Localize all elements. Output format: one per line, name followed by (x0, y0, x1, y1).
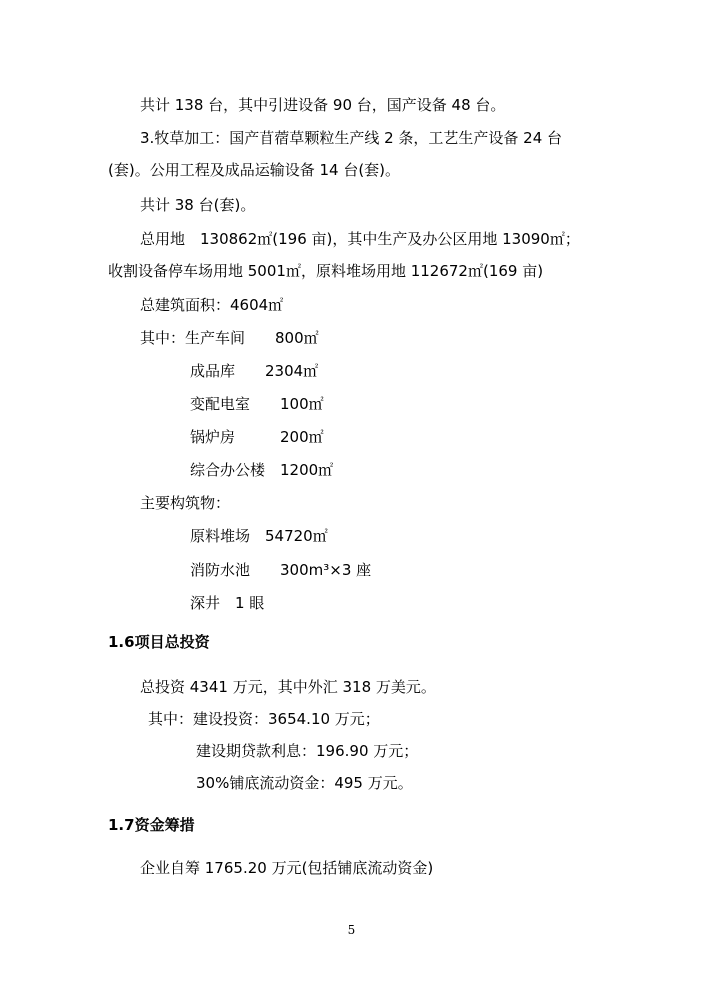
page-number: 5 (347, 923, 356, 937)
text-line: 收割设备停车场用地 5001㎡，原料堆场用地 112672㎡(169 亩) (108, 262, 544, 280)
text-line: 消防水池 300m³×3 座 (190, 561, 372, 579)
text-line: 共计 38 台(套)。 (140, 196, 256, 214)
text-line: 总投资 4341 万元，其中外汇 318 万美元。 (140, 678, 436, 696)
section-heading: 1.6项目总投资 (108, 633, 210, 651)
text-line: 30%铺底流动资金：495 万元。 (196, 774, 413, 792)
text-line: 企业自筹 1765.20 万元(包括铺底流动资金) (140, 859, 434, 877)
text-line: 综合办公楼 1200㎡ (190, 461, 334, 479)
text-line: 变配电室 100㎡ (190, 395, 324, 413)
text-line: 其中：建设投资：3654.10 万元； (148, 710, 380, 728)
text-line: 其中：生产车间 800㎡ (140, 329, 319, 347)
text-line: 深井 1 眼 (190, 594, 265, 612)
text-line: 3.牧草加工：国产苜蓿草颗粒生产线 2 条，工艺生产设备 24 台 (140, 129, 563, 147)
text-line: 总建筑面积：4604㎡ (140, 296, 284, 314)
text-line: 成品库 2304㎡ (190, 362, 319, 380)
section-heading: 1.7资金筹措 (108, 816, 195, 834)
text-line: 锅炉房 200㎡ (190, 428, 324, 446)
text-line: 共计 138 台，其中引进设备 90 台，国产设备 48 台。 (140, 96, 506, 114)
text-line: 建设期贷款利息：196.90 万元； (196, 742, 419, 760)
text-line: 原料堆场 54720㎡ (190, 527, 328, 545)
text-line: 总用地 130862㎡(196 亩)，其中生产及办公区用地 13090㎡； (140, 230, 580, 248)
text-line: (套)。公用工程及成品运输设备 14 台(套)。 (108, 161, 401, 179)
text-line: 主要构筑物： (140, 494, 231, 512)
